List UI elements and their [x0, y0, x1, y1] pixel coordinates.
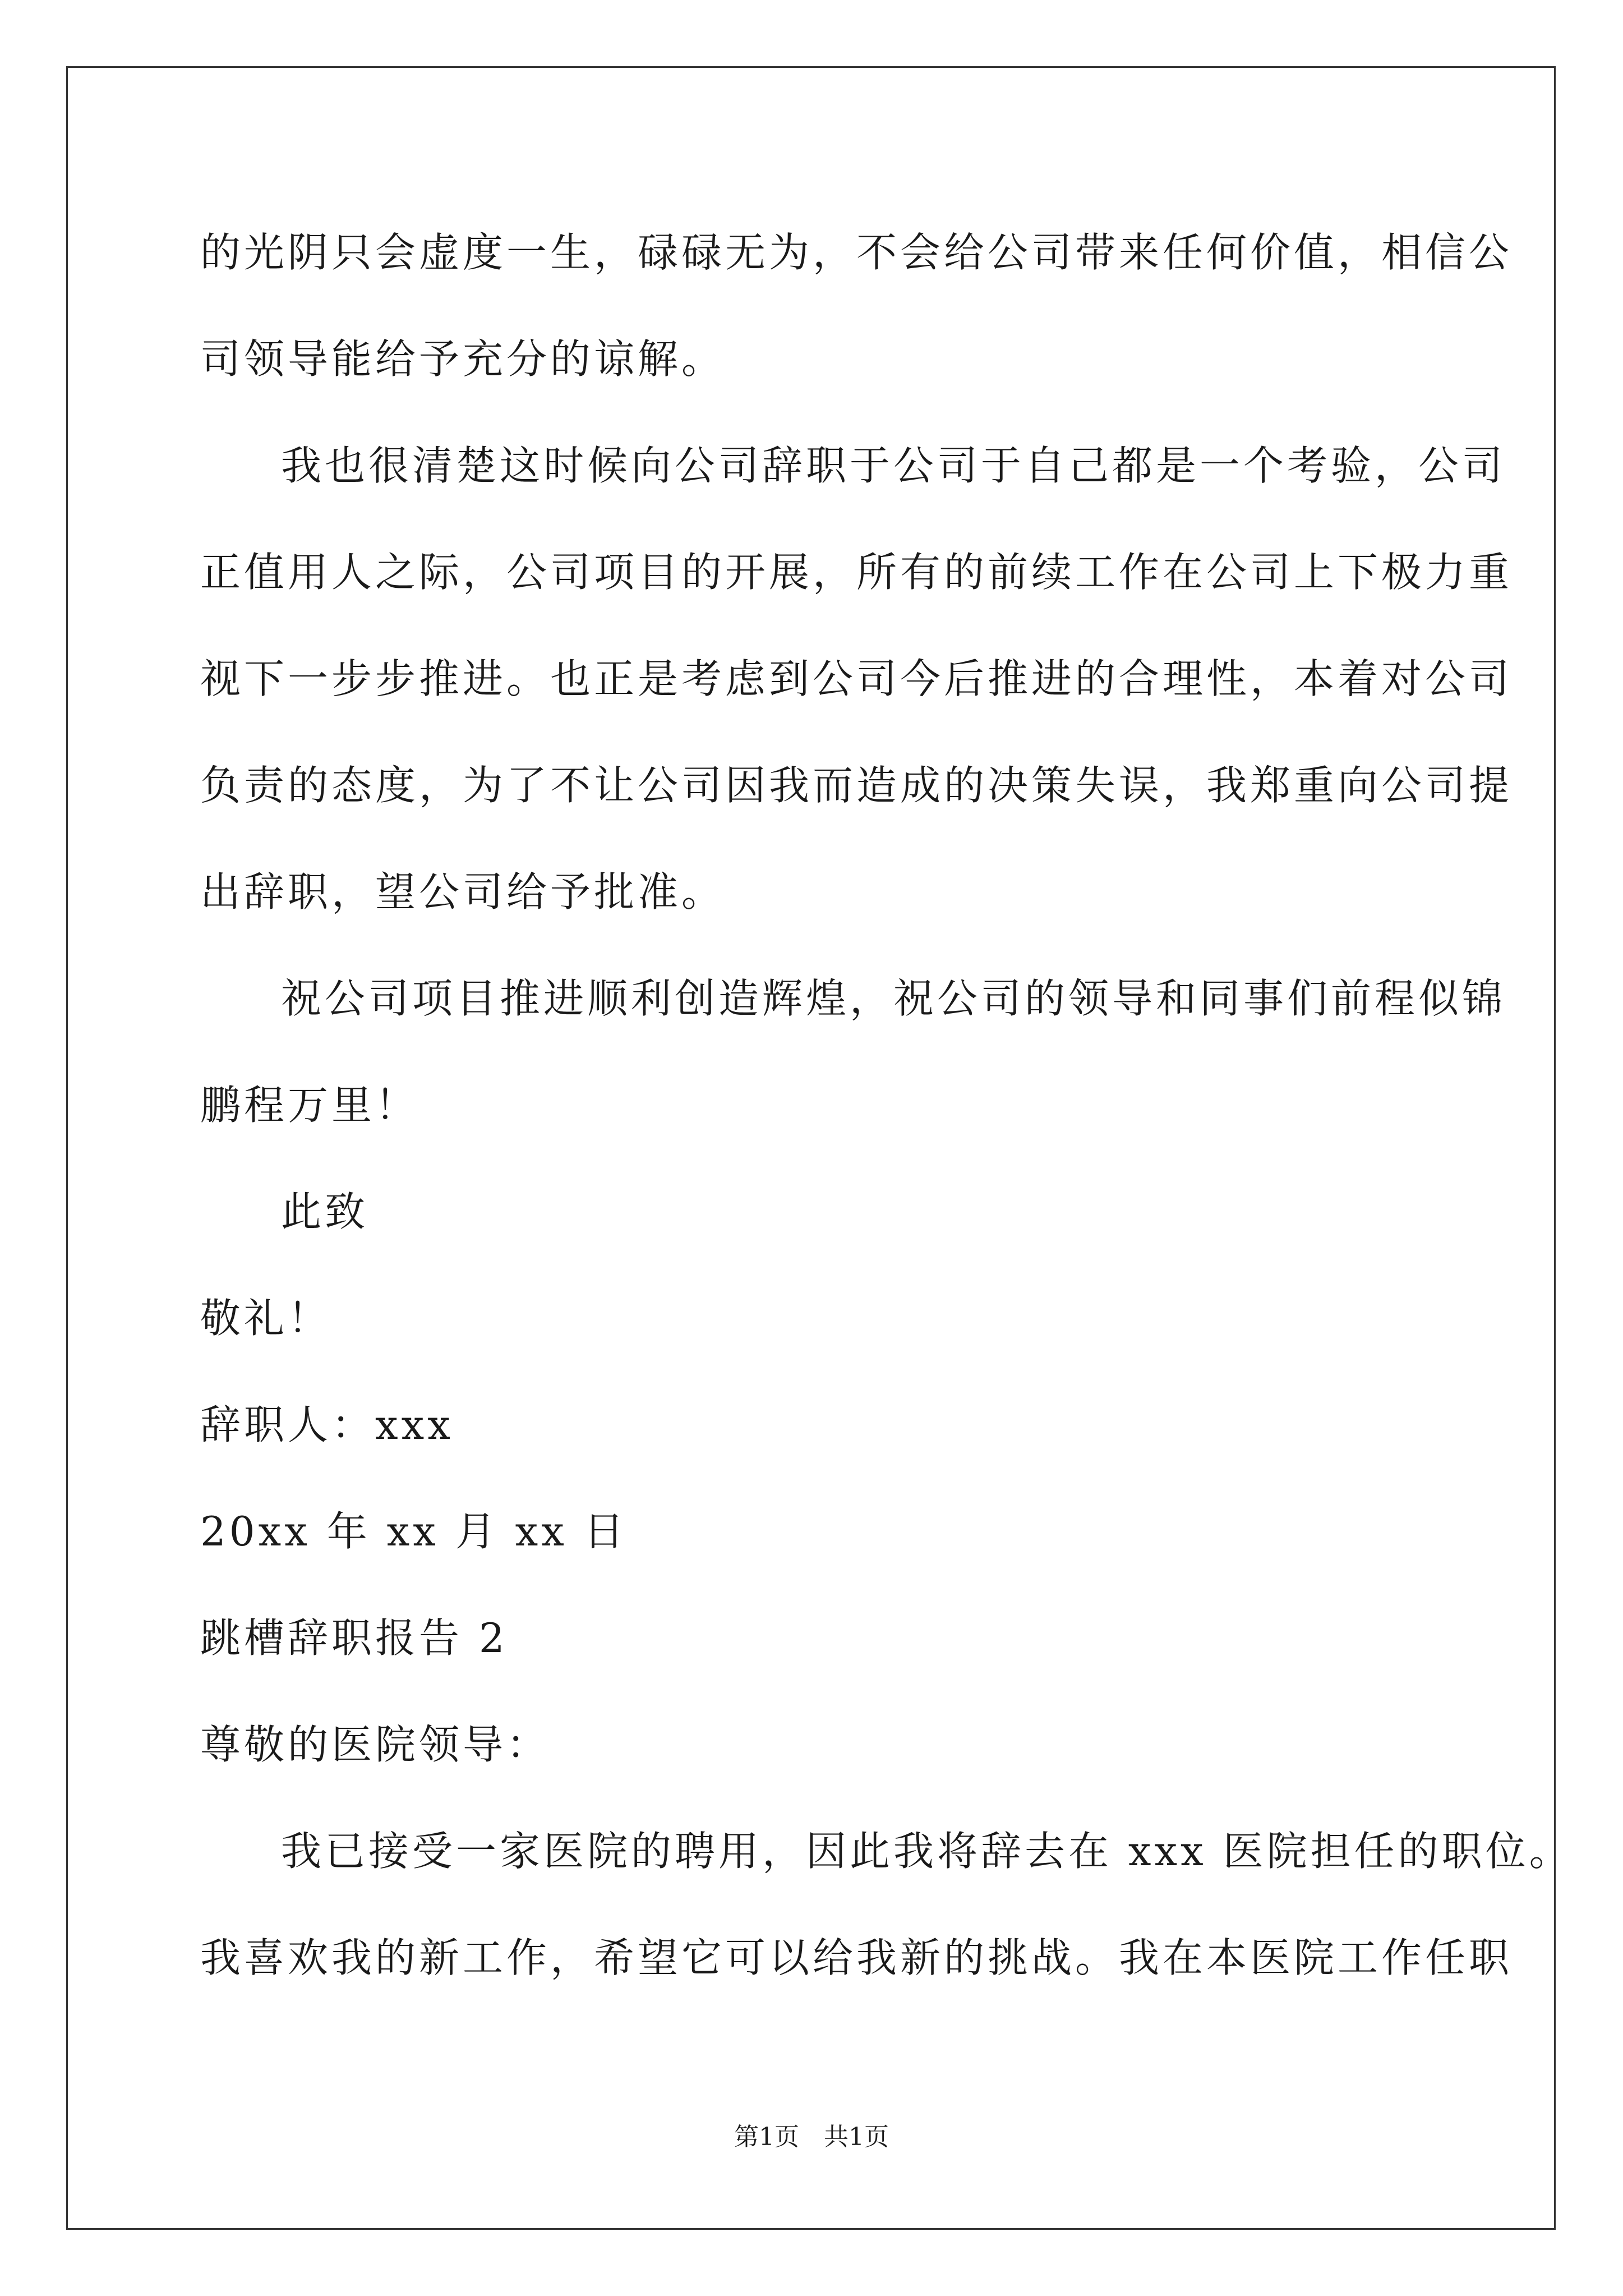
- text-line: 我喜欢我的新工作，希望它可以给我新的挑战。我在本医院工作任职: [200, 1934, 1513, 1981]
- text-line: 出辞职，望公司给予批准。: [200, 868, 726, 915]
- salutation: 尊敬的医院领导：: [200, 1721, 551, 1768]
- text-line: 此致: [281, 1188, 369, 1235]
- text-line: 鹏程万里！: [200, 1082, 419, 1129]
- text-line: 20xx 年 xx 月 xx 日: [200, 1508, 628, 1555]
- page-footer: 第1页 共1页: [734, 2123, 889, 2151]
- text-line: 辞职人：xxx: [200, 1401, 454, 1448]
- section-title: 跳槽辞职报告 2: [200, 1614, 508, 1662]
- text-line: 祝公司项目推进顺利创造辉煌，祝公司的领导和同事们前程似锦: [281, 975, 1506, 1022]
- text-line: 负责的态度，为了不让公司因我而造成的决策失误，我郑重向公司提: [200, 762, 1513, 809]
- text-line: 正值用人之际，公司项目的开展，所有的前续工作在公司上下极力重: [200, 549, 1513, 596]
- text-line: 我已接受一家医院的聘用，因此我将辞去在 xxx 医院担任的职位。: [281, 1828, 1573, 1875]
- text-line: 司领导能给予充分的谅解。: [200, 335, 726, 383]
- text-line: 的光阴只会虚度一生，碌碌无为，不会给公司带来任何价值，相信公: [200, 229, 1513, 276]
- text-line: 我也很清楚这时候向公司辞职于公司于自己都是一个考验，公司: [281, 442, 1506, 489]
- text-line: 视下一步步推进。也正是考虑到公司今后推进的合理性，本着对公司: [200, 655, 1513, 702]
- text-line: 敬礼！: [200, 1295, 332, 1342]
